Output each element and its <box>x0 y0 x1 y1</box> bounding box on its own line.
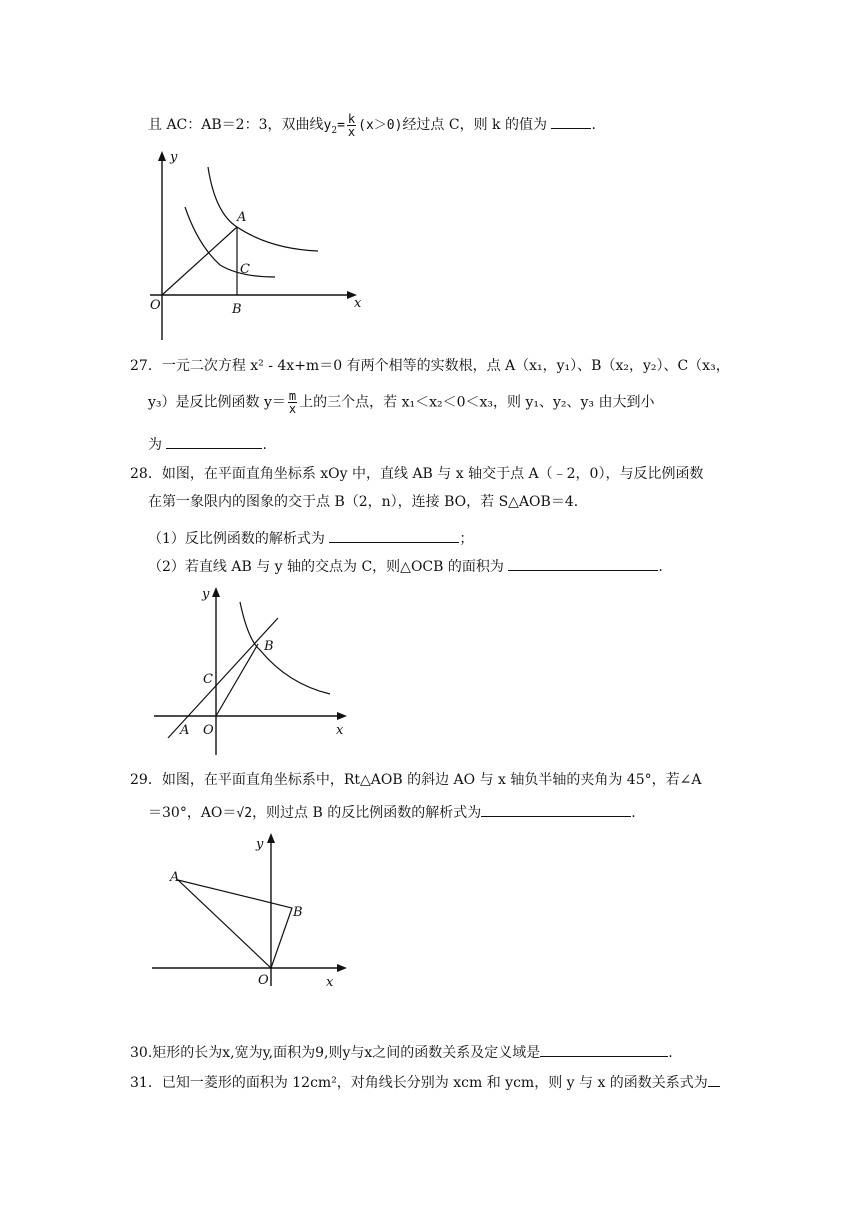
figure-q29 <box>150 826 360 998</box>
q29-line1-text: 29．如图，在平面直角坐标系中，Rt△AOB 的斜边 AO 与 x 轴负半轴的夹角为 45°，若∠A <box>130 772 702 788</box>
fig1-label-y: y <box>170 150 178 165</box>
q27-line1 <box>130 356 730 376</box>
q30-line <box>130 1040 673 1063</box>
q28-sub2-blank[interactable] <box>508 554 658 571</box>
y-axis-arrow <box>267 833 275 843</box>
q31-line <box>130 1070 720 1093</box>
fig1-label-x: x <box>354 296 362 311</box>
q27-line3-text: 为 <box>148 437 162 453</box>
fig1-label-O: O <box>150 298 161 313</box>
q28-sub2-text: （2）若直线 AB 与 y 轴的交点为 C，则△OCB 的面积为 <box>148 559 504 575</box>
triangle-AOB <box>178 880 292 968</box>
y-axis-arrow <box>212 587 220 597</box>
fig3-label-x: x <box>326 975 334 990</box>
q27-frac-num: m <box>288 389 297 403</box>
q27-frac-den: x <box>288 402 297 416</box>
q28-line1 <box>130 464 703 484</box>
fig2-label-y: y <box>202 587 210 602</box>
q26-prefix: 且 AC：AB＝2：3，双曲线 <box>148 117 324 133</box>
y-axis-arrow <box>158 151 166 161</box>
x-axis-arrow <box>337 964 347 972</box>
fig3-label-y: y <box>256 837 264 852</box>
x-axis-arrow <box>337 712 347 720</box>
figure-q26 <box>140 145 380 345</box>
fig2-label-A: A <box>180 723 190 738</box>
q31-answer-blank[interactable] <box>708 1070 720 1087</box>
q28-line2-text: 在第一象限内的图象的交于点 B（2，n），连接 BO，若 S△AOB＝4． <box>148 494 588 510</box>
hyperbola <box>240 602 330 694</box>
q30-text: 30.矩形的长为x,宽为y,面积为9,则y与x之间的函数关系及定义域是 <box>130 1045 541 1061</box>
q30-answer-blank[interactable] <box>540 1040 668 1057</box>
q27-answer-blank[interactable] <box>166 432 262 449</box>
q28-sub2 <box>148 554 663 577</box>
q28-sub1-end: ； <box>459 531 474 547</box>
q27-line2-a: y₃）是反比例函数 y＝ <box>148 394 286 411</box>
fig1-label-B: B <box>232 302 242 317</box>
q26-curve-eq: = <box>337 118 345 133</box>
q27-line3 <box>148 432 267 455</box>
q26-curve-cond: (x＞0) <box>358 118 403 133</box>
fig2-label-O: O <box>203 723 214 738</box>
q26-frac-den: x <box>347 124 356 139</box>
q26-curve-lhs: y <box>323 118 332 133</box>
q28-sub1 <box>148 526 473 549</box>
figure-q28 <box>148 580 358 760</box>
q28-sub1-blank[interactable] <box>329 526 459 543</box>
q29-answer-blank[interactable] <box>481 800 631 817</box>
q29-line2 <box>148 800 636 824</box>
q27-line2 <box>148 390 654 415</box>
q31-text: 31．已知一菱形的面积为 12cm²，对角线长分别为 xcm 和 ycm，则 y 与 x 的函数关系式为 <box>130 1075 708 1091</box>
line-AB <box>168 618 278 738</box>
q29-end: . <box>631 805 636 821</box>
segment-BO <box>216 644 258 716</box>
q28-line1-text: 28．如图，在平面直角坐标系 xOy 中，直线 AB 与 x 轴交于点 A（﹣2，0），与反比例函数 <box>130 466 704 482</box>
fig1-label-A: A <box>237 210 247 225</box>
q28-sub2-end: . <box>658 559 663 575</box>
q29-line2-b: ，则过点 B 的反比例函数的解析式为 <box>252 805 482 821</box>
q26-end: . <box>591 117 596 133</box>
q29-line1 <box>130 770 701 790</box>
segment-OA <box>162 227 237 295</box>
q28-line2 <box>148 492 588 512</box>
q26-fraction <box>347 113 356 138</box>
q26-suffix: 经过点 C，则 k 的值为 <box>402 117 547 133</box>
q30-end: . <box>668 1045 673 1061</box>
fig3-label-B: B <box>293 905 303 920</box>
fig2-label-B: B <box>264 639 274 654</box>
q27-end: . <box>262 437 267 453</box>
q26-frac-num: k <box>347 111 356 126</box>
q28-sub1-text: （1）反比例函数的解析式为 <box>148 531 325 547</box>
q27-line2-b: 上的三个点，若 x₁＜x₂＜0＜x₃，则 y₁、y₂、y₃ 由大到小 <box>299 394 655 411</box>
fig1-label-C: C <box>240 262 250 277</box>
inner-hyperbola <box>185 207 275 277</box>
q26-line <box>148 112 596 141</box>
q29-sqrt: √2 <box>236 806 253 821</box>
fig3-label-A: A <box>170 870 180 885</box>
q26-curve-sub: 2 <box>331 125 338 136</box>
q29-line2-a: ＝30°，AO＝ <box>148 805 237 821</box>
q27-line1-text: 27．一元二次方程 x² ‑ 4x+m＝0 有两个相等的实数根，点 A（x₁，y₁）、B（x₂，y₂）、C（x₃， <box>130 358 730 374</box>
q27-fraction <box>288 390 297 415</box>
fig2-label-C: C <box>203 672 213 687</box>
q26-answer-blank[interactable] <box>551 112 591 129</box>
fig2-label-x: x <box>336 723 344 738</box>
fig3-label-O: O <box>258 973 269 988</box>
